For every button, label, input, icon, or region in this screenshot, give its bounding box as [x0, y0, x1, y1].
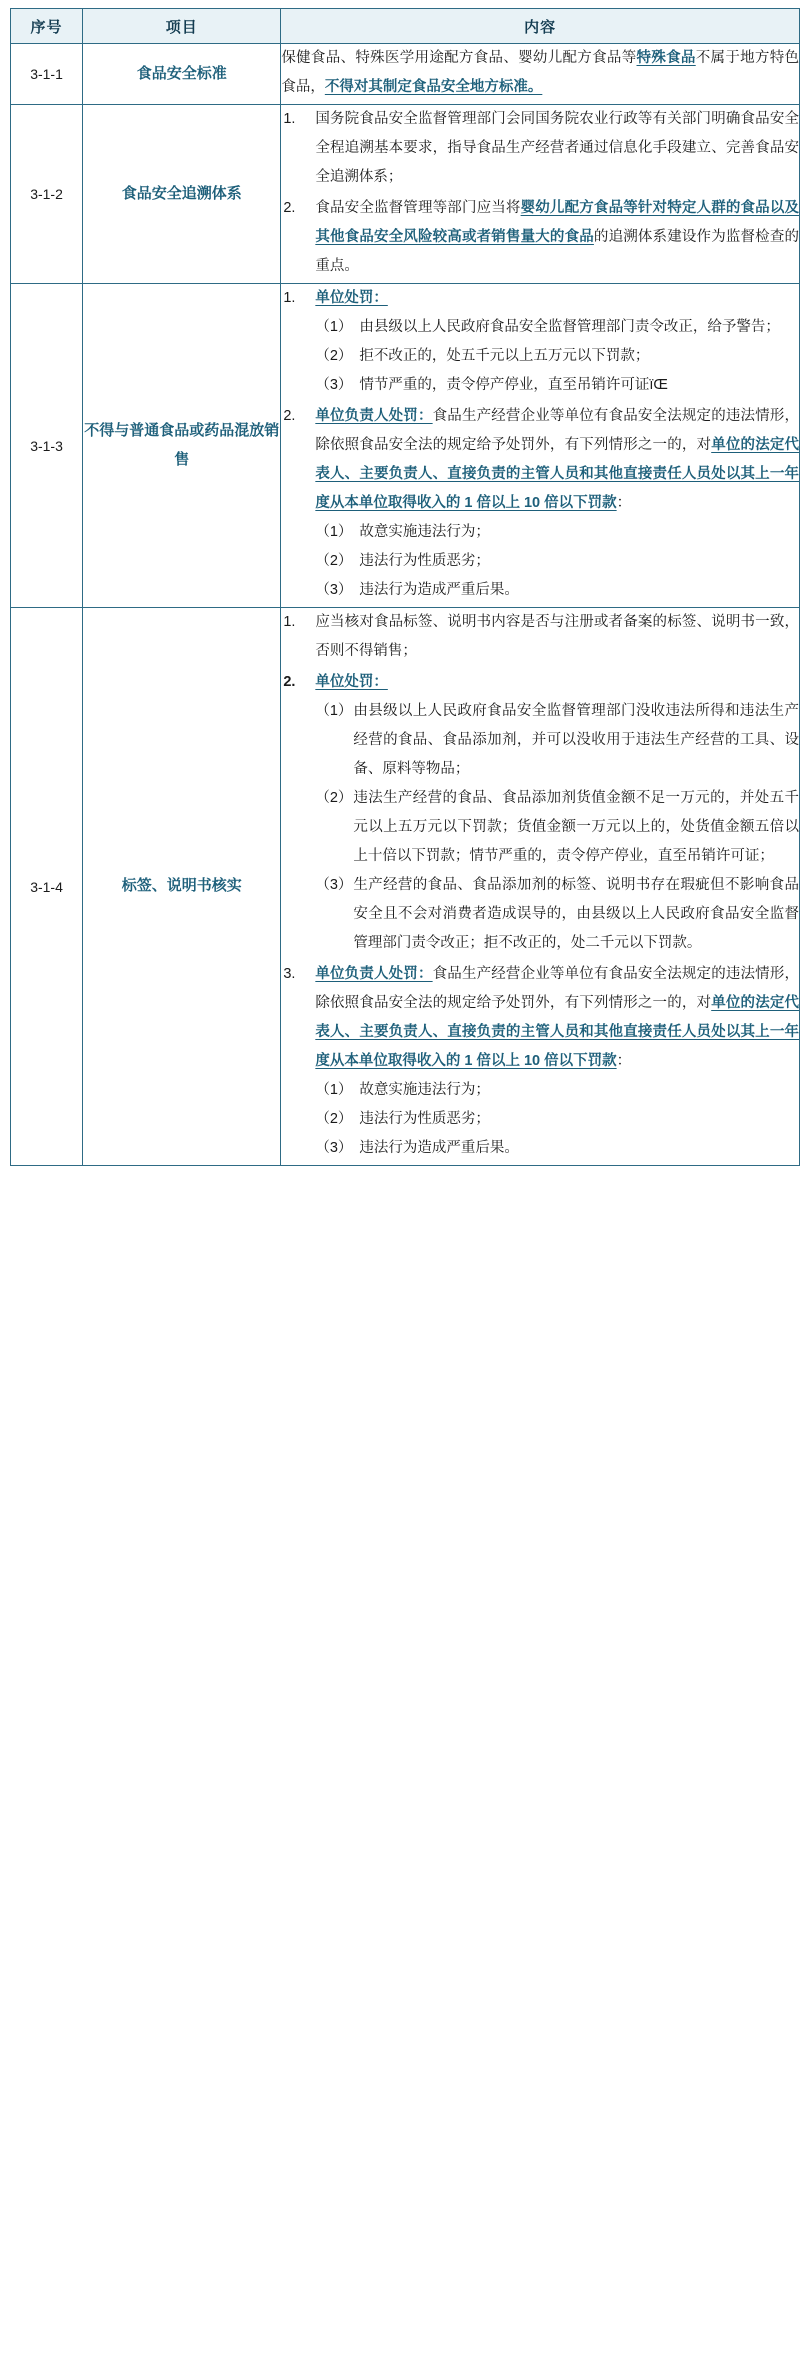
body-text: 由县级以上人民政府食品安全监督管理部门责令改正，给予警告；	[359, 319, 780, 335]
numbered-list-item	[281, 960, 799, 1163]
paren-sub-list	[315, 518, 799, 605]
emphasis-underline-text: 单位处罚：	[315, 674, 388, 690]
paren-sub-list-item	[315, 697, 799, 784]
emphasis-underline-text: 单位负责人处罚：	[315, 966, 433, 982]
numbered-list	[281, 284, 799, 605]
body-text: 应当核对食品标签、说明书内容是否与注册或者备案的标签、说明书一致，否则不得销售；	[315, 614, 799, 659]
sub-list-item-text	[359, 319, 780, 335]
row-content	[281, 608, 800, 1166]
table-row	[11, 44, 800, 105]
sub-list-item-text	[359, 1082, 490, 1098]
list-item-text	[315, 111, 799, 185]
table-row	[11, 284, 800, 608]
paren-sub-list	[315, 313, 799, 400]
emphasis-underline-text: 单位负责人处罚：	[315, 408, 433, 424]
numbered-list-item	[281, 105, 799, 192]
sub-list-item-text	[359, 1140, 519, 1156]
numbered-list	[281, 608, 799, 1163]
numbered-list-item	[281, 668, 799, 958]
numbered-list-item	[281, 194, 799, 281]
table-row	[11, 608, 800, 1166]
body-text: 生产经营的食品、食品添加剂的标签、说明书存在瑕疵但不影响食品安全且不会对消费者造成误导的，由县级以上人民政府食品安全监督管理部门责令改正；拒不改正的，处二千元以下罚款。	[353, 877, 799, 951]
sub-list-item-text	[359, 348, 649, 364]
sub-list-marker: （3）	[315, 582, 353, 598]
body-text: ：	[616, 1053, 632, 1069]
column-header-no: 序号	[11, 9, 83, 44]
sub-list-marker: （1）	[315, 319, 353, 335]
row-content	[281, 105, 800, 284]
sub-list-item-text	[359, 582, 519, 598]
body-text: 保健食品、特殊医学用途配方食品、婴幼儿配方食品等	[281, 50, 637, 66]
list-marker: 3.	[283, 966, 296, 982]
paren-sub-list	[315, 697, 799, 958]
body-text: 故意实施违法行为；	[359, 524, 490, 540]
sub-list-marker: （3）	[315, 1140, 353, 1156]
body-text: 违法行为性质恶劣；	[359, 1111, 490, 1127]
list-item-text	[315, 614, 799, 659]
body-text: 违法行为性质恶劣；	[359, 553, 490, 569]
body-text: 违法行为造成严重后果。	[359, 1140, 519, 1156]
list-marker: 2.	[283, 674, 296, 690]
table-header-row	[11, 9, 800, 44]
paren-sub-list-item	[315, 784, 799, 871]
paren-sub-list-item	[315, 342, 799, 371]
sub-list-marker: （2）	[315, 1111, 353, 1127]
row-item-name: 不得与普通食品或药品混放销售	[83, 284, 281, 608]
body-text: 食品生产经营企业等单位有食品安全法规定的违法情形，除依照食品安全法的规定给予处罚外，有下列情形之一的，对	[315, 408, 800, 453]
sub-list-item-text	[359, 553, 490, 569]
paren-sub-list-item	[315, 1105, 799, 1134]
row-serial-number: 3-1-2	[11, 105, 83, 284]
list-marker: 2.	[283, 200, 296, 216]
row-serial-number: 3-1-1	[11, 44, 83, 105]
list-item-text	[315, 408, 799, 511]
body-text: 故意实施违法行为；	[359, 1082, 490, 1098]
body-text: ：	[616, 495, 632, 511]
paren-sub-list-item	[315, 1134, 799, 1163]
column-header-item: 项目	[83, 9, 281, 44]
paren-sub-list-item	[315, 547, 799, 576]
row-item-name: 食品安全追溯体系	[83, 105, 281, 284]
sub-list-marker: （2）	[315, 348, 353, 364]
body-text: 食品安全监督管理等部门应当将	[315, 200, 521, 216]
numbered-list-item	[281, 608, 799, 666]
sub-list-item-text	[353, 703, 799, 777]
column-header-content: 内容	[281, 9, 800, 44]
paren-sub-list-item	[315, 871, 799, 958]
body-text: 不属于地方特色食品，	[281, 50, 800, 95]
paren-sub-list	[315, 1076, 799, 1163]
sub-list-item-text	[359, 377, 668, 393]
row-content	[281, 284, 800, 608]
paren-sub-list-item	[315, 518, 799, 547]
paren-sub-list-item	[315, 576, 799, 605]
emphasis-underline-text: 单位的法定代表人、主要负责人、直接负责的主管人员和其他直接责任人员处以其上一年度从本单位取得收入的 1 倍以上 10 倍以下罚款	[315, 437, 800, 511]
list-marker: 1.	[283, 290, 296, 306]
emphasis-underline-text: 单位处罚：	[315, 290, 388, 306]
document-page	[0, 0, 810, 1180]
numbered-list-item	[281, 402, 799, 605]
emphasis-underline-text: 单位的法定代表人、主要负责人、直接负责的主管人员和其他直接责任人员处以其上一年度从本单位取得收入的 1 倍以上 10 倍以下罚款	[315, 995, 800, 1069]
sub-list-item-text	[359, 524, 490, 540]
table-body	[11, 44, 800, 1166]
sub-list-marker: （1）	[315, 1082, 353, 1098]
sub-list-marker: （2）	[315, 553, 353, 569]
numbered-list-item	[281, 284, 799, 400]
table-header	[11, 9, 800, 44]
list-marker: 2.	[283, 408, 296, 424]
row-serial-number: 3-1-4	[11, 608, 83, 1166]
row-item-name: 食品安全标准	[83, 44, 281, 105]
body-text: 拒不改正的，处五千元以上五万元以下罚款；	[359, 348, 650, 364]
sub-list-marker: （3）	[315, 877, 353, 893]
sub-list-item-text	[359, 1111, 490, 1127]
sub-list-marker: （2）	[315, 790, 353, 806]
emphasis-underline-text: 婴幼儿配方食品等针对特定人群的食品以及其他食品安全风险较高或者销售量大的食品	[315, 200, 800, 245]
list-item-text	[315, 290, 388, 306]
list-item-text	[315, 200, 799, 274]
numbered-list	[281, 105, 799, 281]
emphasis-underline-text: 不得对其制定食品安全地方标准。	[324, 79, 543, 95]
paren-sub-list-item	[315, 1076, 799, 1105]
row-item-name: 标签、说明书核实	[83, 608, 281, 1166]
table-row	[11, 105, 800, 284]
list-item-text	[315, 674, 388, 690]
row-serial-number: 3-1-3	[11, 284, 83, 608]
sub-list-marker: （1）	[315, 703, 353, 719]
body-text: 违法生产经营的食品、食品添加剂货值金额不足一万元的，并处五千元以上五万元以下罚款；货值金额一万元以上的，处货值金额五倍以上十倍以下罚款；情节严重的，责令停产停业，直至吊销许可证；	[353, 790, 799, 864]
body-text: 情节严重的，责令停产停业，直至吊销许可证ïŒ	[359, 377, 668, 393]
body-text: 的追溯体系建设作为监督检查的重点。	[315, 229, 800, 274]
list-item-text	[315, 966, 799, 1069]
row-content	[281, 44, 800, 105]
body-text: 国务院食品安全监督管理部门会同国务院农业行政等有关部门明确食品安全全程追溯基本要求，指导食品生产经营者通过信息化手段建立、完善食品安全追溯体系；	[315, 111, 799, 185]
sub-list-marker: （3）	[315, 377, 353, 393]
list-marker: 1.	[283, 614, 296, 630]
content-paragraph	[281, 44, 799, 102]
sub-list-item-text	[353, 790, 799, 864]
body-text: 违法行为造成严重后果。	[359, 582, 519, 598]
regulation-table	[10, 8, 800, 1166]
body-text: 食品生产经营企业等单位有食品安全法规定的违法情形，除依照食品安全法的规定给予处罚外，有下列情形之一的，对	[315, 966, 800, 1011]
paren-sub-list-item	[315, 371, 799, 400]
body-text: 由县级以上人民政府食品安全监督管理部门没收违法所得和违法生产经营的食品、食品添加剂，并可以没收用于违法生产经营的工具、设备、原料等物品；	[353, 703, 799, 777]
list-marker: 1.	[283, 111, 296, 127]
emphasis-underline-text: 特殊食品	[636, 50, 696, 66]
paren-sub-list-item	[315, 313, 799, 342]
sub-list-item-text	[353, 877, 799, 951]
sub-list-marker: （1）	[315, 524, 353, 540]
